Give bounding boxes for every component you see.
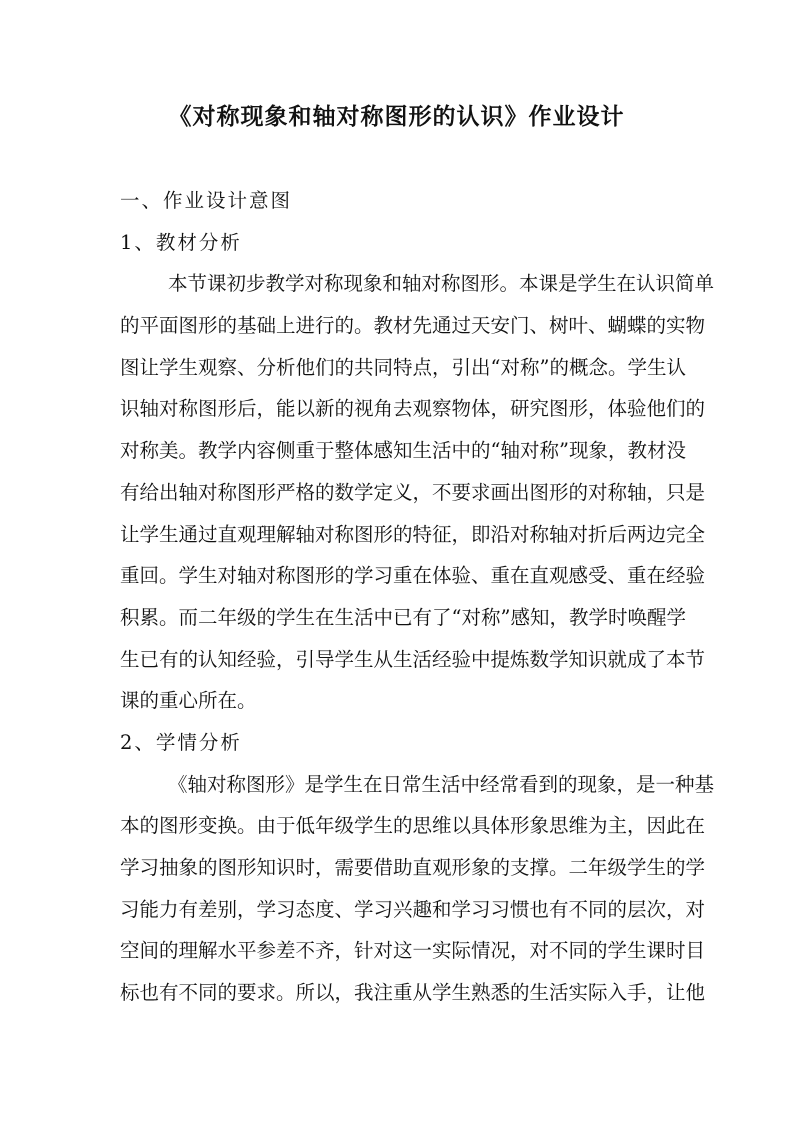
paragraph-student-analysis xyxy=(120,764,715,1014)
paragraph-line: 空间的理解水平参差不齐，针对这一实际情况，对不同的学生课时目 xyxy=(120,939,706,963)
paragraph-line: 的平面图形的基础上进行的。教材先通过天安门、树叶、蝴蝶的实物 xyxy=(120,314,706,338)
paragraph-line: 《轴对称图形》是学生在日常生活中经常看到的现象，是一种基 xyxy=(168,772,715,796)
paragraph-line: 课的重心所在。 xyxy=(120,689,257,713)
document-title: 《对称现象和轴对称图形的认识》作业设计 xyxy=(168,103,625,130)
paragraph-line: 有给出轴对称图形严格的数学定义，不要求画出图形的对称轴，只是 xyxy=(120,480,706,504)
paragraph-line: 生已有的认知经验，引导学生从生活经验中提炼数学知识就成了本节 xyxy=(120,647,706,671)
paragraph-line: 积累。而二年级的学生在生活中已有了“对称”感知，教学时唤醒学 xyxy=(120,605,686,629)
paragraph-line: 本的图形变换。由于低年级学生的思维以具体形象思维为主，因此在 xyxy=(120,814,706,838)
paragraph-line: 学习抽象的图形知识时，需要借助直观形象的支撑。二年级学生的学 xyxy=(120,856,706,879)
section-heading: 一、作业设计意图 xyxy=(120,189,293,212)
paragraph-line: 本节课初步教学对称现象和轴对称图形。本课是学生在认识简单 xyxy=(168,272,715,296)
paragraph-line: 识轴对称图形后，能以新的视角去观察物体，研究图形，体验他们的 xyxy=(120,397,706,421)
paragraph-line: 对称美。教学内容侧重于整体感知生活中的“轴对称”现象，教材没 xyxy=(120,439,686,463)
document-body xyxy=(120,180,715,1014)
paragraph-textbook-analysis xyxy=(120,263,715,722)
paragraph-line: 重回。学生对轴对称图形的学习重在体验、重在直观感受、重在经验 xyxy=(120,564,706,588)
paragraph-line: 让学生通过直观理解轴对称图形的特征，即沿对称轴对折后两边完全 xyxy=(120,522,706,546)
paragraph-line: 习能力有差别，学习态度、学习兴趣和学习习惯也有不同的层次，对 xyxy=(120,897,706,921)
subsection-heading-student-analysis: 2、学情分析 xyxy=(120,730,242,754)
paragraph-line: 图让学生观察、分析他们的共同特点，引出“对称”的概念。学生认 xyxy=(120,355,686,379)
paragraph-line: 标也有不同的要求。所以，我注重从学生熟悉的生活实际入手，让他 xyxy=(120,981,706,1005)
subsection-heading-textbook-analysis: 1、教材分析 xyxy=(120,230,242,254)
